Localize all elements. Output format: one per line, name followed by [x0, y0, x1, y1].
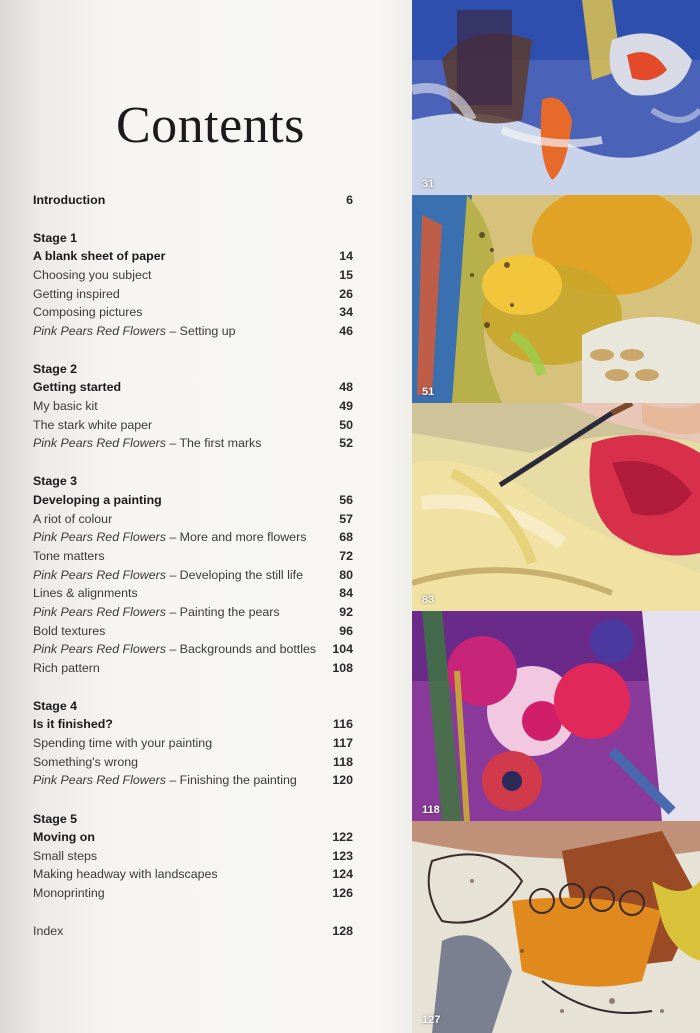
stage-2-heading: Stage 2 [33, 362, 78, 376]
toc-entry[interactable]: A riot of colour 57 [33, 512, 353, 526]
toc-entry[interactable]: Pink Pears Red Flowers – Painting the pears 92 [33, 605, 353, 619]
painting-image-pears [412, 195, 700, 403]
toc-entry[interactable]: Making headway with landscapes 124 [33, 867, 353, 881]
toc-entry[interactable]: The stark white paper 50 [33, 418, 353, 432]
toc-entry[interactable]: Bold textures 96 [33, 624, 353, 638]
image-page-ref: 31 [422, 178, 435, 190]
stage-4-heading: Stage 4 [33, 699, 78, 713]
stage-1-heading: Stage 1 [33, 231, 78, 245]
painting-image-monoprint [412, 821, 700, 1033]
toc-entry[interactable]: Pink Pears Red Flowers – Backgrounds and bottles 104 [33, 642, 353, 656]
toc-entry[interactable]: Lines & alignments 84 [33, 586, 353, 600]
toc-entry[interactable]: Is it finished? 116 [33, 717, 353, 731]
toc-entry[interactable]: Choosing you subject 15 [33, 268, 353, 282]
pink-flowers-art [412, 611, 700, 821]
image-page-ref: 51 [422, 386, 435, 398]
toc-entry[interactable]: Getting started 48 [33, 380, 353, 394]
monoprint-art [412, 821, 700, 1033]
painting-image-brush-flowers [412, 403, 700, 611]
toc-entry-index[interactable]: Index 128 [33, 924, 353, 938]
toc-entry[interactable]: Pink Pears Red Flowers – The first marks 52 [33, 436, 353, 450]
stage-5-heading: Stage 5 [33, 812, 78, 826]
toc-entry[interactable]: Composing pictures 34 [33, 305, 353, 319]
bottle-still-life-art [412, 0, 700, 195]
toc-entry[interactable]: Monoprinting 126 [33, 886, 353, 900]
brush-painting-art [412, 403, 700, 611]
toc-entry[interactable]: My basic kit 49 [33, 399, 353, 413]
toc-entry[interactable]: Spending time with your painting 117 [33, 736, 353, 750]
image-page-ref: 83 [422, 594, 435, 606]
painting-image-bottle-still-life [412, 0, 700, 195]
toc-entry[interactable]: Pink Pears Red Flowers – Finishing the painting 120 [33, 773, 353, 787]
toc-entry[interactable]: Something's wrong 118 [33, 755, 353, 769]
toc-entry[interactable]: Moving on 122 [33, 830, 353, 844]
toc-entry[interactable]: Getting inspired 26 [33, 287, 353, 301]
stage-3-heading: Stage 3 [33, 474, 78, 488]
toc-entry[interactable]: Rich pattern 108 [33, 661, 353, 675]
painting-image-pink-flowers [412, 611, 700, 821]
toc-entry[interactable]: Developing a painting 56 [33, 493, 353, 507]
page-title: Contents [116, 97, 305, 154]
toc-entry[interactable]: Small steps 123 [33, 849, 353, 863]
toc-entry[interactable]: A blank sheet of paper 14 [33, 249, 353, 263]
image-page-ref: 118 [422, 804, 440, 816]
painting-image-strip [412, 0, 700, 1033]
toc-entry[interactable]: Pink Pears Red Flowers – Developing the still life 80 [33, 568, 353, 582]
toc-entry[interactable]: Pink Pears Red Flowers – More and more flowers 68 [33, 530, 353, 544]
toc-entry[interactable]: Pink Pears Red Flowers – Setting up 46 [33, 324, 353, 338]
toc-entry-introduction[interactable]: Introduction 6 [33, 193, 353, 207]
toc-entry[interactable]: Tone matters 72 [33, 549, 353, 563]
pears-textured-art [412, 195, 700, 403]
image-page-ref: 127 [422, 1014, 441, 1026]
